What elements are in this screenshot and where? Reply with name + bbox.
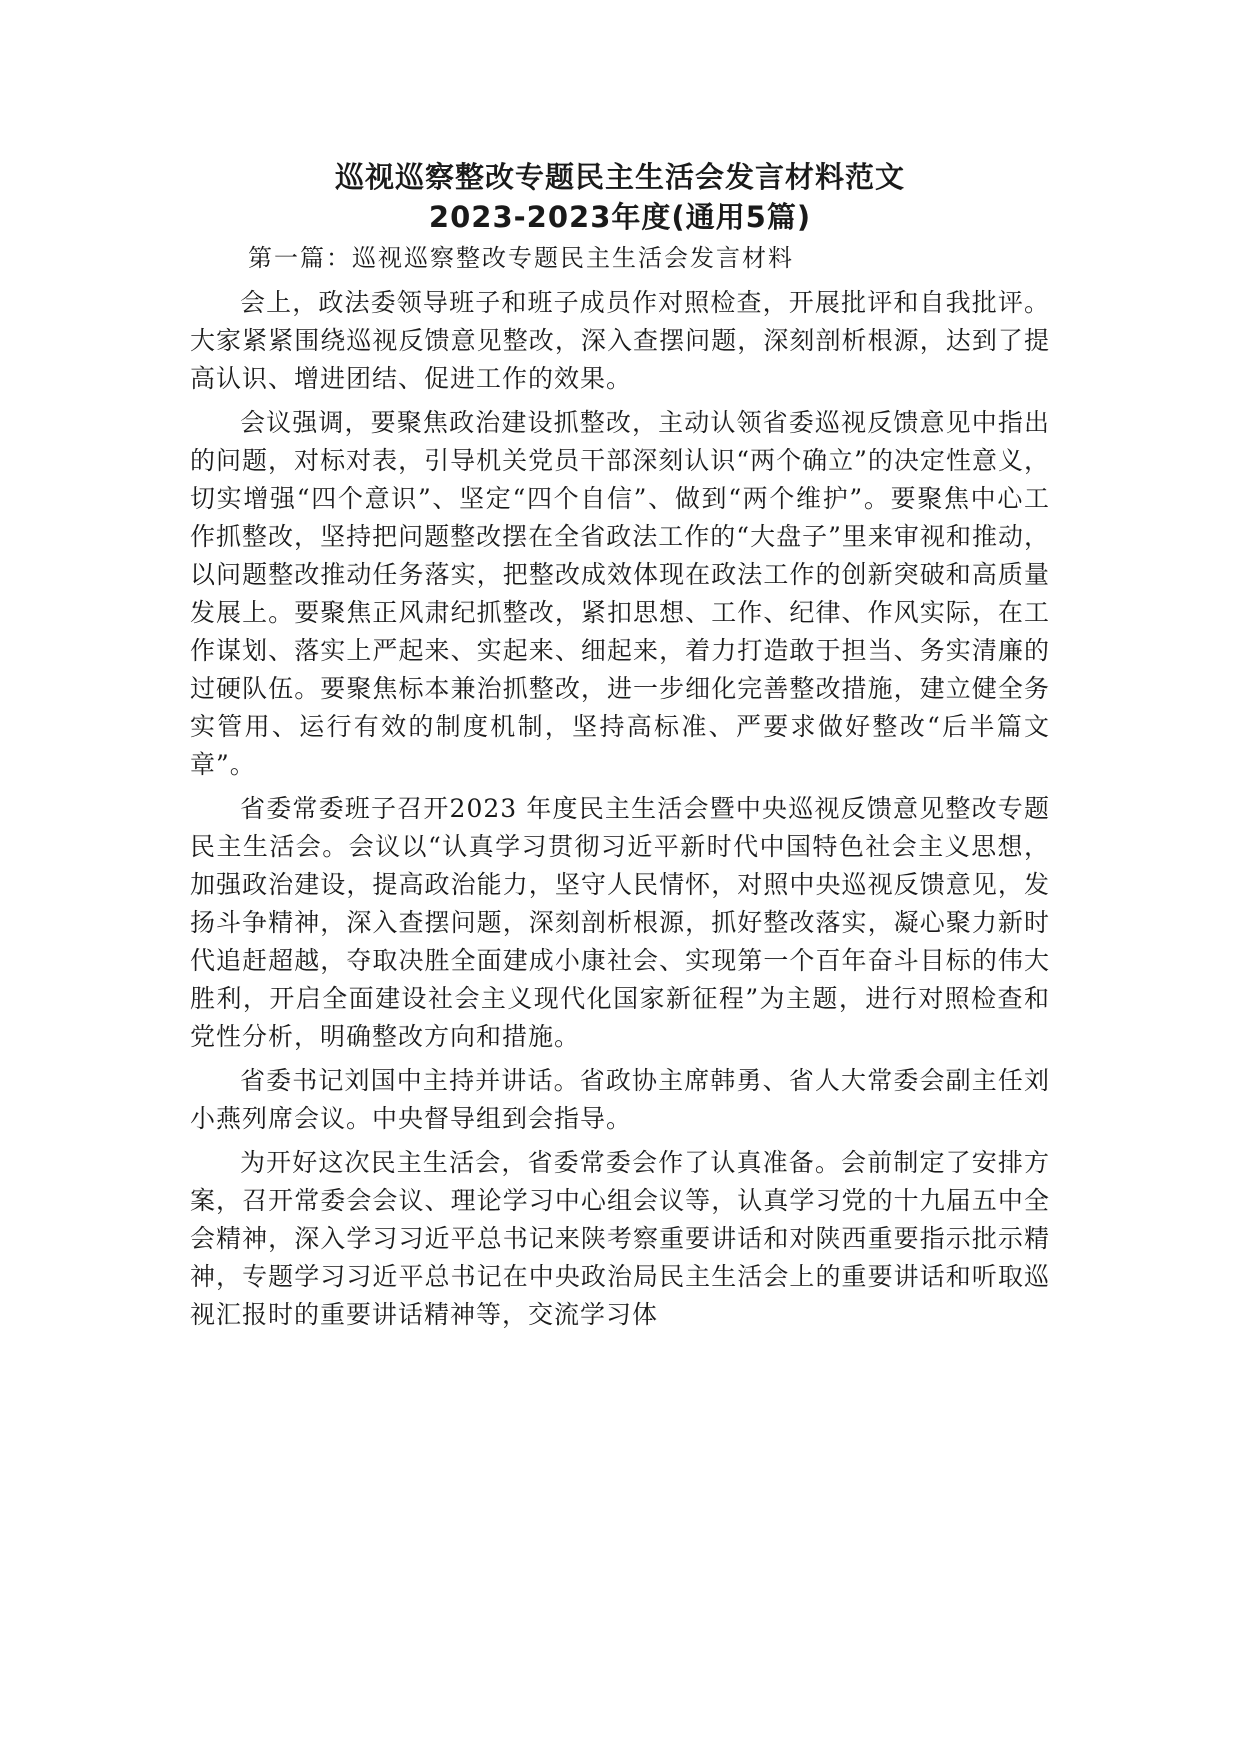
paragraph-1: 会上，政法委领导班子和班子成员作对照检查，开展批评和自我批评。大家紧紧围绕巡视反馈意见整改，深入查摆问题，深刻剖析根源，达到了提高认识、增进团结、促进工作的效果。	[190, 288, 1050, 393]
paragraph-2: 会议强调，要聚焦政治建设抓整改，主动认领省委巡视反馈意见中指出的问题，对标对表，引导机关党员干部深刻认识“两个确立”的决定性意义，切实增强“四个意识”、坚定“四个自信”、做到“两个维护”。要聚焦中心工作抓整改，坚持把问题整改摆在全省政法工作的“大盘子”里来审视和推动，以问题整改推动任务落实，把整改成效体现在政法工作的创新突破和高质量发展上。要聚焦正风肃纪抓整改，紧扣思想、工作、纪律、作风实际，在工作谋划、落实上严起来、实起来、细起来，着力打造敢于担当、务实清廉的过硬队伍。要聚焦标本兼治抓整改，进一步细化完善整改措施，建立健全务实管用、运行有效的制度机制，坚持高标准、严要求做好整改“后半篇文章”。	[190, 408, 1050, 779]
paragraph-3: 省委常委班子召开2023 年度民主生活会暨中央巡视反馈意见整改专题民主生活会。会议以“认真学习贯彻习近平新时代中国特色社会主义思想，加强政治建设，提高政治能力，坚守人民情怀，对照中央巡视反馈意见，发扬斗争精神，深入查摆问题，深刻剖析根源，抓好整改落实，凝心聚力新时代追赶超越，夺取决胜全面建成小康社会、实现第一个百年奋斗目标的伟大胜利，开启全面建设社会主义现代化国家新征程”为主题，进行对照检查和党性分析，明确整改方向和措施。	[190, 794, 1050, 1051]
document-title-line-1: 巡视巡察整改专题民主生活会发言材料范文	[334, 160, 905, 194]
document-title-line-2: 2023-2023年度(通用5篇)	[428, 200, 812, 234]
section-heading: 第一篇：巡视巡察整改专题民主生活会发言材料	[248, 244, 794, 272]
paragraph-5: 为开好这次民主生活会，省委常委会作了认真准备。会前制定了安排方案，召开常委会会议、理论学习中心组会议等，认真学习党的十九届五中全会精神，深入学习习近平总书记来陕考察重要讲话和对陕西重要指示批示精神，专题学习习近平总书记在中央政治局民主生活会上的重要讲话和听取巡视汇报时的重要讲话精神等，交流学习体	[190, 1148, 1050, 1329]
document-body	[190, 284, 1050, 1340]
paragraph-4: 省委书记刘国中主持并讲话。省政协主席韩勇、省人大常委会副主任刘小燕列席会议。中央督导组到会指导。	[190, 1066, 1050, 1133]
